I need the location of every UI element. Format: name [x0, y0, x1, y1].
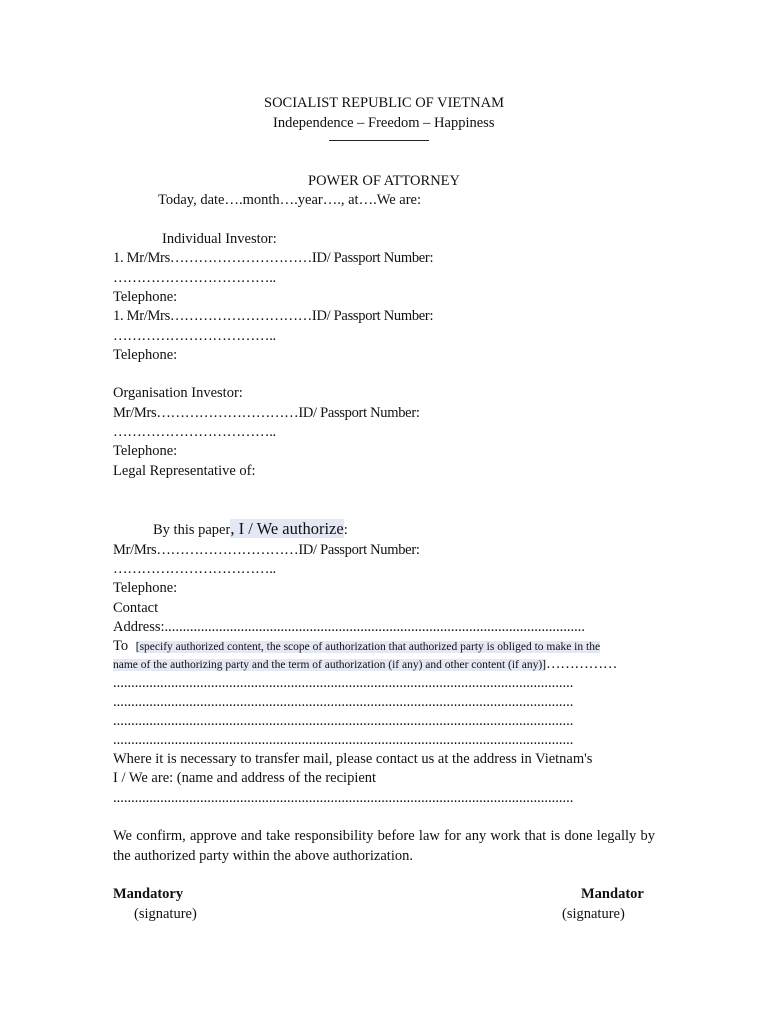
scope-dots-line-4: ...............................................................................................................................	[113, 732, 574, 748]
confirmation-paragraph: We confirm, approve and take responsibility before law for any work that is done legally by the authorized party within the above authorization.	[113, 828, 655, 864]
scope-text-2: name of the authorizing party and the term of authorization (if any) and other content (if any)]	[113, 659, 547, 671]
individual-1-telephone: Telephone:	[113, 289, 178, 305]
organisation-telephone: Telephone:	[113, 443, 178, 459]
mail-line-1: Where it is necessary to transfer mail, please contact us at the address in Vietnam's	[113, 751, 593, 767]
scope-dots: ……………	[546, 656, 618, 672]
mail-line-2: I / We are: (name and address of the recipient	[113, 770, 377, 786]
authorize-line	[153, 519, 348, 540]
individual-2-name: 1. Mr/Mrs…………………………ID/ Passport Number:	[113, 308, 434, 324]
authorize-emphasis: , I / We authorize	[230, 519, 344, 538]
scope-dots-line-1: ...............................................................................................................................	[113, 675, 574, 691]
scope-text-1: [specify authorized content, the scope of authorization that authorized party is obliged to make in the	[135, 641, 601, 653]
date-line: Today, date….month….year…., at….We are:	[158, 192, 422, 208]
individual-1-id: ……………………………..	[113, 270, 276, 286]
scope-dots-line-3: ...............................................................................................................................	[113, 713, 574, 729]
scope-to: To	[113, 638, 129, 654]
legal-representative: Legal Representative of:	[113, 463, 256, 479]
mandatory-title: Mandatory	[113, 886, 184, 902]
scope-dots-line-2: ...............................................................................................................................	[113, 694, 574, 710]
authorize-colon: :	[343, 522, 348, 538]
authorized-telephone: Telephone:	[113, 580, 178, 596]
individual-2-id: ……………………………..	[113, 328, 276, 344]
mandator-signature: (signature)	[562, 906, 625, 922]
scope-line-2	[113, 655, 617, 675]
individual-2-telephone: Telephone:	[113, 347, 178, 363]
mandator-title: Mandator	[581, 886, 644, 902]
authorized-id: ……………………………..	[113, 561, 276, 577]
document-title: POWER OF ATTORNEY	[308, 173, 460, 189]
header-divider	[329, 140, 429, 141]
authorized-contact: Contact	[113, 600, 159, 616]
individual-heading: Individual Investor:	[162, 231, 277, 247]
authorized-address: Address:....................................................................................................................	[113, 619, 586, 635]
organisation-heading: Organisation Investor:	[113, 385, 243, 401]
individual-1-name: 1. Mr/Mrs…………………………ID/ Passport Number:	[113, 250, 434, 266]
authorized-name: Mr/Mrs…………………………ID/ Passport Number:	[113, 542, 420, 558]
authorize-intro: By this paper	[153, 522, 231, 538]
motto: Independence – Freedom – Happiness	[273, 115, 495, 131]
organisation-name: Mr/Mrs…………………………ID/ Passport Number:	[113, 405, 420, 421]
scope-line-1	[113, 637, 600, 657]
organisation-id: ……………………………..	[113, 424, 276, 440]
country-heading: SOCIALIST REPUBLIC OF VIETNAM	[264, 95, 504, 111]
mail-dots: ...............................................................................................................................	[113, 790, 574, 806]
mandatory-signature: (signature)	[134, 906, 197, 922]
